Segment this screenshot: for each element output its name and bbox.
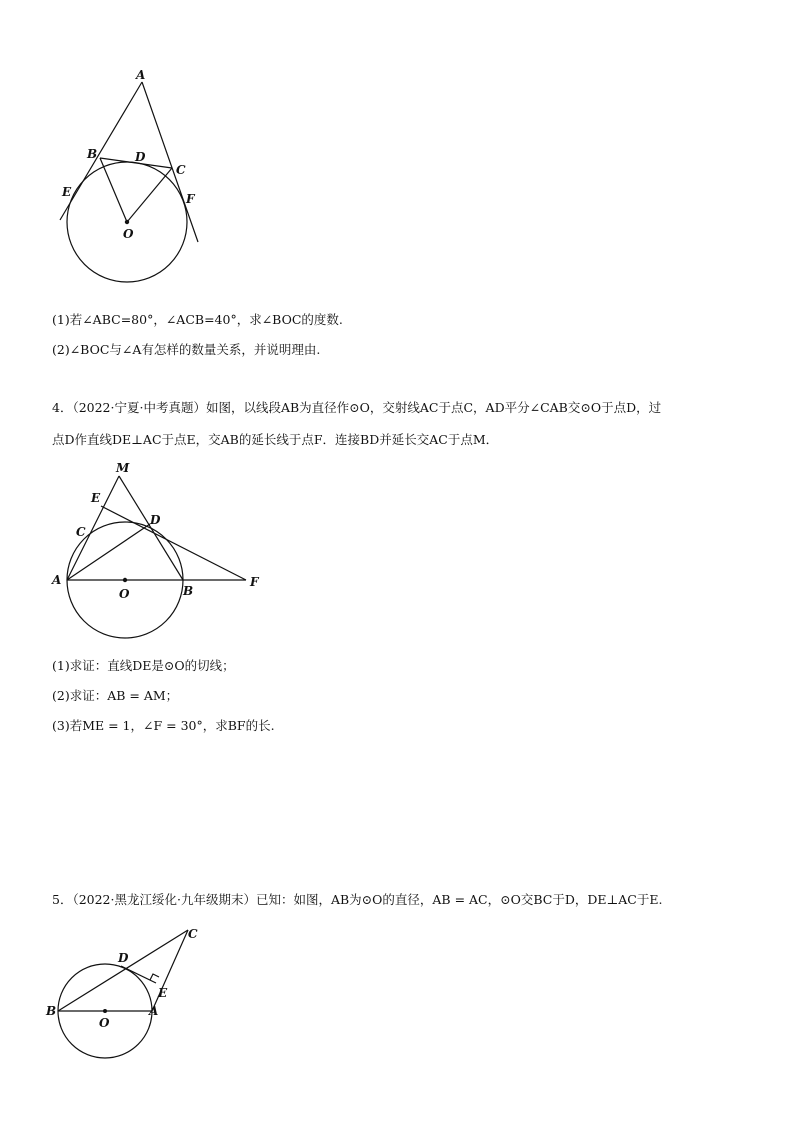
label-b: B	[46, 1004, 57, 1018]
label-a: A	[136, 68, 146, 82]
label-f: F	[250, 575, 259, 589]
label-d: D	[118, 951, 129, 965]
label-c: C	[176, 163, 186, 177]
segment-mb	[119, 476, 183, 580]
label-o: O	[99, 1016, 110, 1030]
center-point-o	[123, 578, 127, 582]
label-e: E	[62, 185, 72, 199]
label-b: B	[87, 147, 98, 161]
center-point-o	[125, 220, 129, 224]
figure-1-circle-tangents	[50, 62, 220, 292]
line-af-extended	[142, 82, 198, 242]
label-e: E	[91, 491, 101, 505]
problem4-question-2: (2)求证：AB = AM；	[52, 688, 179, 703]
line-ae-extended	[60, 82, 142, 220]
label-m: M	[116, 461, 130, 475]
label-b: B	[183, 584, 194, 598]
figure-3-circle-triangle	[42, 922, 212, 1062]
problem3-question-1: (1)若∠ABC=80°，∠ACB=40°，求∠BOC的度数.	[52, 312, 343, 327]
label-e: E	[158, 986, 168, 1000]
problem4-statement-line2: 点D作直线DE⊥AC于点E，交AB的延长线于点F．连接BD并延长交AC于点M．	[52, 432, 499, 447]
label-a: A	[52, 573, 62, 587]
problem5-statement-line1: 5．（2022·黑龙江绥化·九年级期末）已知：如图，AB为⊙O的直径，AB = AC，⊙O交BC于D，DE⊥AC于E.	[52, 892, 663, 907]
label-d: D	[150, 513, 161, 527]
right-angle-mark	[150, 974, 159, 980]
problem4-question-3: (3)若ME = 1，∠F = 30°，求BF的长.	[52, 718, 275, 733]
label-o: O	[123, 227, 134, 241]
segment-de	[121, 966, 156, 983]
label-c: C	[188, 927, 198, 941]
label-c: C	[76, 525, 86, 539]
label-f: F	[186, 192, 195, 206]
label-a: A	[149, 1004, 159, 1018]
problem3-question-2: (2)∠BOC与∠A有怎样的数量关系，并说明理由.	[52, 342, 321, 357]
center-point-o	[103, 1009, 107, 1013]
figure-2-circle-triangle	[48, 458, 268, 648]
label-d: D	[135, 150, 146, 164]
problem4-statement-line1: 4．（2022·宁夏·中考真题）如图，以线段AB为直径作⊙O，交射线AC于点C，AD平分∠CAB交⊙O于点D，过	[52, 400, 662, 415]
segment-co	[127, 168, 172, 222]
label-o: O	[119, 587, 130, 601]
segment-bo	[100, 158, 127, 222]
problem4-question-1: (1)求证：直线DE是⊙O的切线；	[52, 658, 235, 673]
segment-bc	[58, 930, 188, 1011]
